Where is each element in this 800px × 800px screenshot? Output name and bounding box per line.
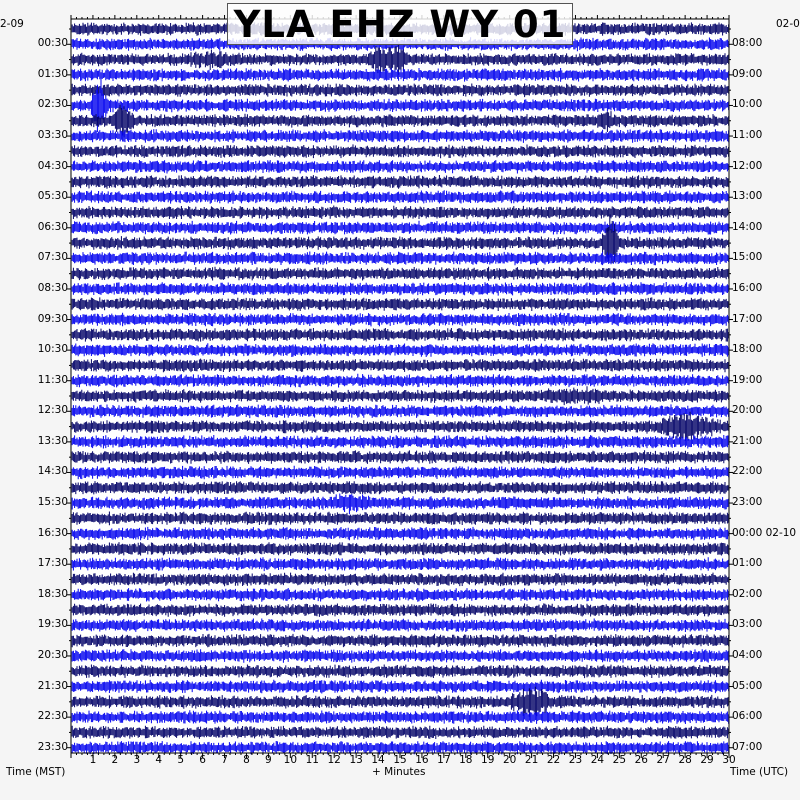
- left-time-label: 07:30: [37, 251, 68, 264]
- x-tick-label: 5: [177, 754, 184, 766]
- right-time-label: 16:00: [732, 281, 763, 294]
- left-time-label: 15:30: [37, 496, 68, 509]
- x-tick-label: 23: [568, 754, 583, 766]
- left-time-label: 17:30: [37, 557, 68, 570]
- right-time-label: 18:00: [732, 343, 763, 356]
- start-date-right: 02-0: [776, 18, 800, 30]
- start-date-left: 2-09: [0, 18, 24, 30]
- left-time-label: 18:30: [37, 587, 68, 600]
- x-tick-label: 10: [283, 754, 298, 766]
- left-time-label: 12:30: [37, 404, 68, 417]
- left-time-label: 05:30: [37, 190, 68, 203]
- right-time-label: 04:00: [732, 648, 763, 661]
- right-time-label: 07:00: [732, 740, 763, 753]
- left-time-label: 23:30: [37, 740, 68, 753]
- left-time-label: 06:30: [37, 220, 68, 233]
- left-time-label: 10:30: [37, 343, 68, 356]
- x-tick-label: 8: [243, 754, 250, 766]
- left-time-label: 01:30: [37, 67, 68, 80]
- x-tick-label: 4: [155, 754, 163, 766]
- right-time-label: 05:00: [732, 679, 763, 692]
- x-tick-label: 28: [678, 754, 692, 766]
- chart-title: YLA EHZ WY 01: [233, 2, 567, 46]
- right-time-label: 15:00: [732, 251, 763, 264]
- left-time-label: 02:30: [37, 98, 68, 111]
- left-time-label: 22:30: [37, 710, 68, 723]
- right-time-label: 03:00: [732, 618, 763, 631]
- x-tick-label: 7: [221, 754, 228, 766]
- x-tick-label: 25: [612, 754, 627, 766]
- x-tick-label: 1: [89, 754, 97, 766]
- x-tick-label: 18: [459, 754, 473, 766]
- right-time-label: 02:00: [732, 587, 763, 600]
- right-time-label: 09:00: [732, 67, 763, 80]
- left-time-label: 00:30: [37, 37, 68, 50]
- x-tick-label: 15: [393, 754, 407, 766]
- x-tick-label: 29: [700, 754, 714, 766]
- x-tick-label: 17: [437, 754, 451, 766]
- x-tick-label: 22: [546, 754, 561, 766]
- x-tick-label: 24: [590, 754, 605, 766]
- chart-title-box: [227, 3, 573, 45]
- right-axis-label: Time (UTC): [730, 766, 789, 778]
- left-time-label: 21:30: [37, 679, 68, 692]
- right-time-label: 14:00: [732, 220, 763, 233]
- x-tick-label: 12: [327, 754, 341, 766]
- right-time-label: 23:00: [732, 496, 763, 509]
- x-tick-label: 27: [656, 754, 670, 766]
- x-tick-label: 30: [722, 754, 736, 766]
- right-time-label: 08:00: [732, 37, 763, 50]
- x-axis-label: + Minutes: [372, 766, 426, 778]
- x-tick-label: 21: [524, 754, 539, 766]
- x-tick-label: 11: [305, 754, 319, 766]
- left-time-label: 16:30: [37, 526, 68, 539]
- x-tick-label: 14: [371, 754, 385, 766]
- x-tick-label: 19: [481, 754, 495, 766]
- right-time-label: 10:00: [732, 98, 763, 111]
- left-time-label: 03:30: [37, 129, 68, 142]
- x-tick-label: 6: [199, 754, 206, 766]
- left-time-label: 20:30: [37, 648, 68, 661]
- right-time-label: 19:00: [732, 373, 763, 386]
- right-time-label: 17:00: [732, 312, 763, 325]
- right-time-label: 13:00: [732, 190, 763, 203]
- right-time-label: 21:00: [732, 434, 763, 447]
- right-time-label: 22:00: [732, 465, 763, 478]
- x-tick-label: 13: [349, 754, 363, 766]
- left-time-label: 13:30: [37, 434, 68, 447]
- left-axis-label: Time (MST): [6, 766, 66, 778]
- right-time-label: 00:00 02-10: [732, 526, 797, 539]
- x-tick-label: 2: [111, 754, 119, 766]
- x-tick-label: 3: [133, 754, 141, 766]
- x-tick-label: 20: [502, 754, 517, 766]
- left-time-label: 19:30: [37, 618, 68, 631]
- x-tick-label: 9: [265, 754, 272, 766]
- right-time-label: 12:00: [732, 159, 763, 172]
- left-time-label: 11:30: [37, 373, 68, 386]
- right-time-label: 20:00: [732, 404, 763, 417]
- left-time-label: 08:30: [37, 281, 68, 294]
- right-time-label: 11:00: [732, 129, 763, 142]
- right-time-label: 06:00: [732, 710, 763, 723]
- left-time-label: 09:30: [37, 312, 68, 325]
- x-tick-label: 16: [415, 754, 429, 766]
- left-time-label: 04:30: [37, 159, 68, 172]
- left-time-label: 14:30: [37, 465, 68, 478]
- x-tick-label: 26: [634, 754, 648, 766]
- right-time-label: 01:00: [732, 557, 763, 570]
